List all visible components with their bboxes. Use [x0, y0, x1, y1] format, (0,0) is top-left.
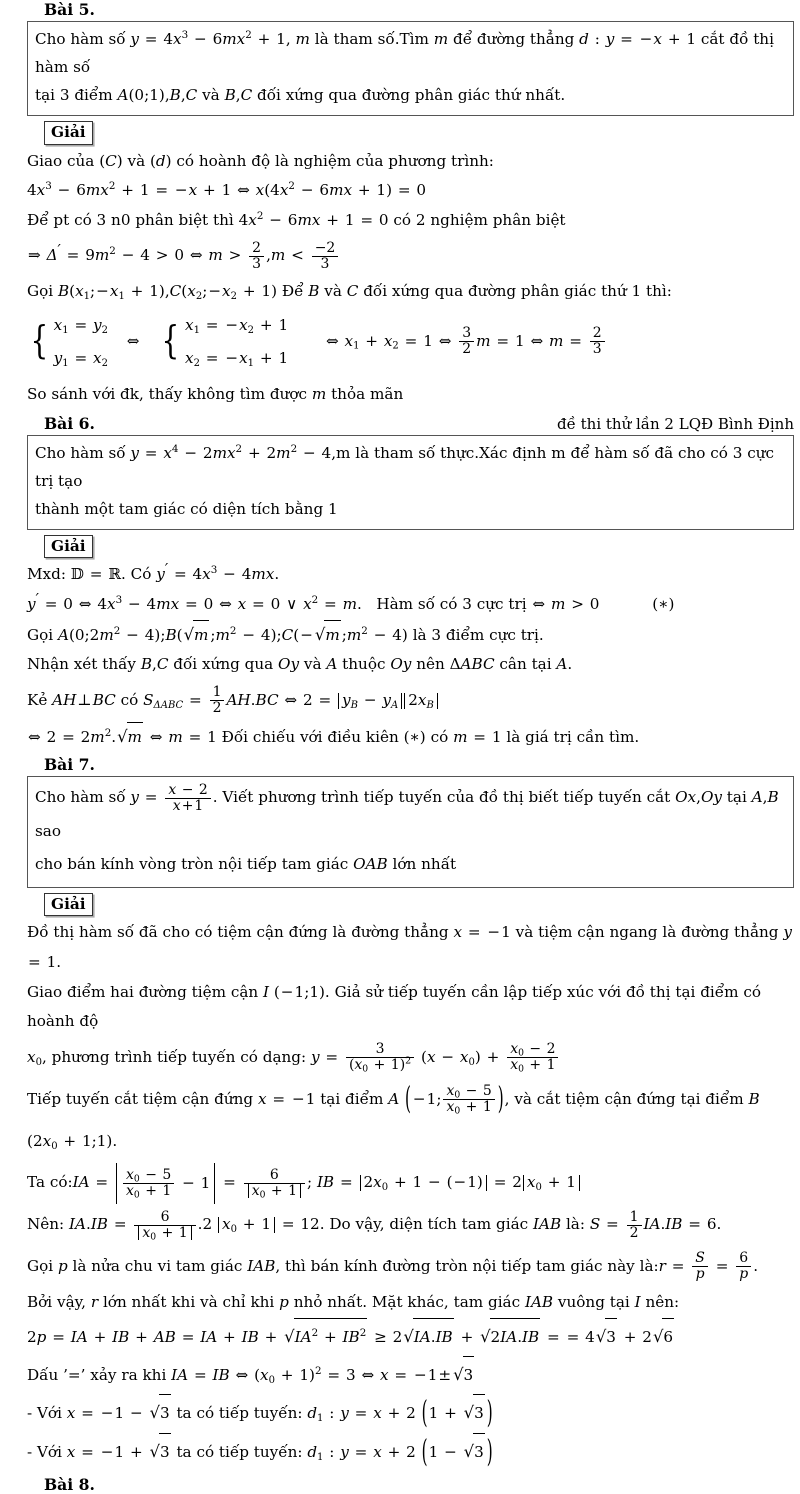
label-nen: Nên: — [27, 1215, 65, 1234]
label-vuong-tai: vuông tại — [557, 1292, 630, 1311]
label-giao-diem: Giao điểm hai đường tiệm cận — [27, 982, 259, 1001]
label-ta-co-tt: ta có tiếp tuyến: — [176, 1404, 303, 1423]
label-va-tiem-can-ngang: và tiệm cận ngang là đường thẳng — [515, 923, 779, 942]
fraction-S-over-p: $\frac{S}{p}$ — [692, 1251, 708, 1282]
label-va-a-thuoc: thuộc — [342, 655, 386, 674]
fraction-2-3: $\frac{2}{3}$ — [590, 326, 605, 357]
label-nhan-xet: Nhận xét thấy — [27, 655, 136, 674]
solution-line: - Với x = −1 − √ 3 ta có tiếp tuyến: $d_1$ : y = x + 2 (1 + √ 3 ) — [27, 1394, 794, 1433]
label-tiep-tuyen-cat: Tiếp tuyến cắt tiệm cận đứng — [27, 1089, 254, 1108]
solution-line: Kẻ AH⊥BC có $S_{\Delta ABC}$ = $\frac{1}{2}$ AH.BC ⇔ $2 = y_B - y_A$ $2x_B$ — [27, 680, 794, 722]
problem-header-bai-6 — [0, 414, 800, 433]
fraction-3-2: $\frac{3}{2}$ — [459, 326, 474, 357]
solution-line: So sánh với đk, thấy không tìm được m thỏa mãn — [27, 385, 404, 404]
fraction-3-over-x0-1-sq: $\frac{3}{(x_0 + 1)^2}$ — [346, 1042, 414, 1073]
sqrt-IA-IB: √ IA.IB — [403, 1318, 453, 1356]
solution-line: Gọi $A(0;2m^2$ − 4);B( √ m $;m^2$ − 4);C(− √ m $;m^2 - 4$) là 3 điểm cực trị. — [27, 620, 794, 651]
problem-title-bai-5: Bài 5. — [44, 0, 95, 19]
label-voi: - Với — [27, 1442, 62, 1461]
left-brace: { — [161, 318, 180, 364]
left-paren-big: ( — [421, 1432, 428, 1470]
label-mxd: Mxd: — [27, 565, 66, 584]
label-la-3-diem: là 3 điểm cực trị. — [412, 625, 544, 644]
fraction-x0-2-over-x0-1: $\frac{x_0 - 2}{x_0 + 1}$ — [507, 1042, 558, 1073]
fraction-6-over-abs-x0-1: $\frac{6}{x_0 + 1}$ — [134, 1210, 195, 1241]
absolute-value: $2x_0 + 1 - (-1)$ — [360, 1175, 487, 1191]
solution-line: 2p = IA + IB + AB = IA + IB + √ $IA^2 + IB^2 \ge 2$ √ IA.IB + √ 2IA.IB = = 4 √ 3 + 2 √ 6 — [27, 1318, 794, 1356]
label-de-ham-so: để hàm số đã cho có 3 cực trị tạo — [35, 443, 775, 490]
left-paren-big: ( — [421, 1394, 428, 1431]
fraction-x0-5-over-x0-1: $\frac{x_0 - 5}{x_0 + 1}$ — [443, 1084, 494, 1115]
solution-line: Dấu ’=’ xảy ra khi IA = IB ⇔ $(x_0 + 1)^2 = 3$ ⇔ x = −1± √ 3 — [27, 1356, 794, 1394]
label-de-b-va-c: Để — [281, 282, 304, 301]
label-va-cat-tiem-can: và cắt tiệm cận đứng tại điểm — [514, 1089, 744, 1108]
solution-label-bai-5: Giải — [44, 121, 93, 145]
solution-line: y′ = 0 ⇔ $4x^3 - 4mx = 0$ ⇔ x = 0 ∨ $x^2 = m$. Hàm số có 3 cực trị ⇔ m > 0 (∗) — [27, 592, 675, 614]
fraction-2-3: $\frac{2}{3}$ — [249, 241, 264, 272]
fraction-1-2: $\frac{1}{2}$ — [627, 1210, 642, 1241]
label-doi-xung: đối xứng qua đường phân giác thứ nhất. — [257, 85, 566, 104]
sqrt-3: √ 3 — [596, 1318, 617, 1356]
absolute-value: $x_0 + 1$ — [523, 1175, 580, 1191]
fraction-x-2-over-x-1: $\frac{x - 2}{x+1}$ — [165, 783, 210, 814]
label-do-thi-ham-so: Đồ thị hàm số đã cho có tiệm cận đứng là đường thẳng — [27, 923, 449, 942]
absolute-value: $2x_B$ — [404, 693, 438, 709]
label-doi-xung-qua: đối xứng qua — [173, 655, 274, 674]
sqrt-6: √ 6 — [653, 1318, 674, 1356]
label-cho-ban-kinh: cho bán kính vòng tròn nội tiếp tam giác — [35, 855, 349, 874]
sqrt-3: √ 3 — [464, 1394, 485, 1432]
label-tai-ab-sao: sao — [35, 821, 61, 840]
left-brace: { — [30, 318, 49, 364]
label-pttt-co-dang: phương trình tiếp tuyến có dạng: — [51, 1047, 307, 1066]
label-nho-nhat: nhỏ nhất. Mặt khác, tam giác — [293, 1292, 521, 1311]
label-goi: Gọi — [27, 282, 54, 301]
label-ham-so-co-3: Hàm số có 3 cực trị — [376, 595, 527, 614]
fraction-6-over-p: $\frac{6}{p}$ — [736, 1251, 751, 1282]
statement-line: cho bán kính vòng tròn nội tiếp tam giác OAB lớn nhất — [35, 855, 457, 874]
problem-statement-bai-5 — [27, 21, 794, 116]
statement-line: Cho hàm số $y = x^4 - 2mx^2 + 2m^2 - 4,m$ là tham số thực.Xác định m để hàm số đã cho có 3 cực trị tạo — [35, 442, 775, 490]
solution-line: Gọi $B(x_1;-x_1$ + $1),C(x_2;-x_2 + 1)$ Để B và C đối xứng qua đường phân giác thứ 1 thì: — [27, 282, 672, 303]
system-equations-1: { $x_1 = y_2$ $y_1 = x_2$ — [30, 315, 108, 369]
label-gia-su: Giả sử tiếp tuyến cần lập tiếp xúc với đồ thị tại điểm có hoành độ — [27, 982, 762, 1031]
label-la-nua-chu-vi: là nửa chu vi tam giác — [72, 1257, 243, 1276]
problem-statement-bai-7 — [27, 776, 794, 887]
label-cat-do-thi: cắt đồ thị hàm số — [35, 30, 774, 76]
label-viet-pttt: Viết phương trình tiếp tuyến của đồ thị biết tiếp tuyến cắt — [222, 788, 671, 807]
sqrt-IA2-IB2: √ $IA^2 + IB^2$ — [284, 1318, 367, 1356]
solution-line: Nhận xét thấy B,C đối xứng qua Oy và A thuộc Oy nên ΔABC cân tại A. — [27, 655, 573, 674]
label-do-vay: Do vậy, diện tích tam giác — [329, 1215, 529, 1234]
statement-line: Cho hàm số $y = 4x^3 - 6mx^2 + 1$, m là tham số.Tìm m để đường thẳng d : y = −x + 1 cắt đồ thị hàm số — [35, 28, 774, 76]
label-co-hoanh-do: có hoành độ là nghiệm của phương trình: — [176, 151, 494, 170]
solution-line: Nên: IA.IB = $\frac{6}{x_0 + 1}$ .2 $x_0 + 1 = 12$. Do vậy, diện tích tam giác IAB là: S = $\frac{1}{2}$ IA.IB = 6. — [27, 1208, 722, 1243]
label-tai-3-diem: tại 3 điểm — [35, 85, 113, 104]
problem-source-bai-6: đề thi thử lần 2 LQĐ Bình Định — [557, 414, 794, 433]
solution-line: Mxd: 𝔻 = ℝ. Có $y' = 4x^3 - 4mx$. — [27, 562, 280, 584]
label-la-tham-so: là tham số.Tìm — [314, 30, 429, 48]
label-co: Có — [130, 565, 152, 584]
label-doi-chieu: Đối chiếu với điều kiên — [221, 727, 399, 746]
label-goi-p: Gọi — [27, 1257, 54, 1276]
problem-title-bai-6: Bài 6. — [44, 413, 95, 433]
solution-line: $x_0$, phương trình tiếp tuyến có dạng: y = $\frac{3}{(x_0 + 1)^2}$ $(x - x_0)$ + $\frac{x_0 - 2}{x_0 + 1}$ — [27, 1037, 794, 1079]
label-thi-ban-kinh: , thì bán kính đường tròn nội tiếp tam giác này là: — [275, 1257, 659, 1276]
solution-label-bai-7: Giải — [44, 893, 93, 917]
statement-line: thành một tam giác có diện tích bằng 1 — [35, 499, 338, 518]
sqrt-3: √ 3 — [464, 1433, 485, 1471]
solution-line: Giao của (C) và (d) có hoành độ là nghiệm của phương trình: — [27, 151, 494, 170]
label-can-tai: cân tại — [499, 655, 552, 674]
solution-label-bai-6: Giải — [44, 535, 93, 559]
absolute-value: $y_B - y_A$ — [338, 693, 402, 709]
solution-line-system: { $x_1 = y_2$ $y_1 = x_2$ ⇔ { $x_1 = -x_2 + 1$ $x_2 = -x_1 + 1$ ⇔ $x_1 + x_2 = 1$ ⇔ $\frac{3}{2}$ m = 1 ⇔ m = $\frac{2}{3}$ — [27, 309, 794, 374]
sqrt-3: √ 3 — [150, 1433, 171, 1471]
right-paren-big: ) — [486, 1394, 493, 1431]
solution-line: ⇒ $\Delta' = 9m^2 - 4 > 0$ ⇔ m > $\frac{2}{3}$ ,m < $\frac{-2}{3}$ — [27, 235, 794, 277]
label-ta-co-tt: ta có tiếp tuyến: — [176, 1442, 303, 1461]
label-nen2: nên: — [645, 1292, 680, 1311]
label-ta-co: Ta có: — [27, 1173, 73, 1192]
label-tai-diem: tại điểm — [320, 1089, 384, 1108]
label-la-tham-so-thuc: là tham số thực.Xác định — [355, 443, 547, 462]
label-dau-bang: Dấu ’=’ xảy ra khi — [27, 1365, 167, 1384]
system-equations-2: { $x_1 = -x_2 + 1$ $x_2 = -x_1 + 1$ — [161, 315, 289, 369]
label-so-sanh: So sánh với đk, thấy không tìm được — [27, 385, 308, 404]
label-goi: Gọi — [27, 625, 54, 644]
label-la-gia-tri: là giá trị cần tìm. — [506, 727, 640, 746]
solution-line: $4x^3 - 6mx^2 + 1 = -x + 1$ ⇔ $x(4x^2 - 6mx + 1) = 0$ — [27, 180, 427, 200]
label-la-s: là: — [565, 1215, 585, 1234]
sqrt-3: √ 3 — [150, 1394, 171, 1432]
solution-line: Tiếp tuyến cắt tiệm cận đứng x = −1 tại điểm A ( −1; $\frac{x_0 - 5}{x_0 + 1}$ ), và cắt tiệm cận đứng tại điểm B ($2x_0$ + 1;1). — [27, 1079, 794, 1163]
solution-line: Gọi p là nửa chu vi tam giác IAB, thì bán kính đường tròn nội tiếp tam giác này là:r = $\frac{S}{p}$ = $\frac{6}{p}$ . — [27, 1250, 759, 1283]
fraction-neg2-3: $\frac{-2}{3}$ — [312, 241, 339, 272]
fraction-x0-5-over-x0-1: $\frac{x_0 - 5}{x_0 + 1}$ — [123, 1168, 174, 1199]
label-nen: nên — [416, 655, 445, 674]
sqrt-3: √ 3 — [453, 1356, 474, 1394]
label-de-duong-thang: để đường thẳng — [453, 30, 575, 48]
fraction-1-2: $\frac{1}{2}$ — [210, 685, 225, 716]
statement-line: Cho hàm số y = $\frac{x - 2}{x+1}$ . Viết phương trình tiếp tuyến của đồ thị biết tiếp tuyến cắt Ox,Oy tại A,B sao — [35, 781, 779, 840]
label-cho-ham-so: Cho hàm số — [35, 443, 126, 462]
solution-line: ⇔ $2 = 2m^2$. √ m ⇔ m = 1 Đối chiếu với điều kiên (∗) có m = 1 là giá trị cần tìm. — [27, 722, 794, 753]
left-paren-big: ( — [404, 1079, 411, 1117]
statement-line: tại 3 điểm A(0;1),B,C và B,C đối xứng qua đường phân giác thứ nhất. — [35, 85, 566, 104]
problem-title-bai-8: Bài 8. — [44, 1475, 95, 1494]
solution-line: Bởi vậy, r lớn nhất khi và chỉ khi p nhỏ nhất. Mặt khác, tam giác IAB vuông tại I nên: — [27, 1292, 680, 1311]
label-giao-cua: Giao của — [27, 151, 95, 170]
problem-title-bai-7: Bài 7. — [44, 755, 95, 775]
fraction-6-over-abs-x0-1: $\frac{6}{x_0 + 1}$ — [244, 1168, 305, 1199]
solution-line: Đồ thị hàm số đã cho có tiệm cận đứng là đường thẳng x = −1 và tiệm cận ngang là đường thẳng y = 1. — [27, 923, 792, 972]
label-cho-ham-so: Cho hàm số — [35, 788, 126, 807]
label-lon-nhat-khi: lớn nhất khi và chỉ khi — [102, 1292, 275, 1311]
label-ke: Kẻ — [27, 691, 48, 709]
right-paren-big: ) — [486, 1432, 493, 1470]
absolute-value: $x_0 + 1$ — [218, 1217, 275, 1233]
label-cho-ham-so: Cho hàm số — [35, 30, 126, 48]
solution-line: Ta có:IA = $\frac{x_0 - 5}{x_0 + 1}$ − 1 = $\frac{6}{x_0 + 1}$ ; IB = $2x_0 + 1 - (-1) = 2$ $x_0 + 1$ — [27, 1162, 794, 1204]
solution-line: - Với x = −1 + √ 3 ta có tiếp tuyến: $d_1$ : y = x + 2 (1 − √ 3 ) — [27, 1433, 794, 1472]
problem-statement-bai-6 — [27, 435, 794, 530]
label-voi: - Với — [27, 1404, 62, 1423]
solution-line: Để pt có 3 n0 phân biệt thì $4x^2 - 6mx + 1 = 0$ có 2 nghiệm phân biệt — [27, 209, 566, 229]
absolute-value-big: $\frac{x_0 - 5}{x_0 + 1}$ − 1 — [116, 1163, 215, 1205]
label-lon-nhat: lớn nhất — [392, 855, 457, 874]
label-de-pt: Để pt có 3 n0 phân biệt thì — [27, 210, 234, 229]
label-doi-xung-qua-1: đối xứng qua đường phân giác thứ 1 thì: — [363, 282, 672, 301]
system-conclusion: ⇔ $x_1 + x_2 = 1$ ⇔ $\frac{3}{2}$ m = 1 ⇔ m = $\frac{2}{3}$ — [293, 326, 607, 357]
label-va: và — [202, 85, 220, 104]
sqrt-2IA-IB: √ 2IA.IB — [480, 1318, 540, 1356]
label-boi-vay: Bởi vậy, — [27, 1292, 87, 1311]
label-thoa-man: thỏa mãn — [331, 385, 404, 404]
solution-line: Giao điểm hai đường tiệm cận I (−1;1). Giả sử tiếp tuyến cần lập tiếp xúc với đồ thị tại điểm có hoành độ — [27, 982, 762, 1031]
right-paren-big: ) — [497, 1079, 504, 1117]
